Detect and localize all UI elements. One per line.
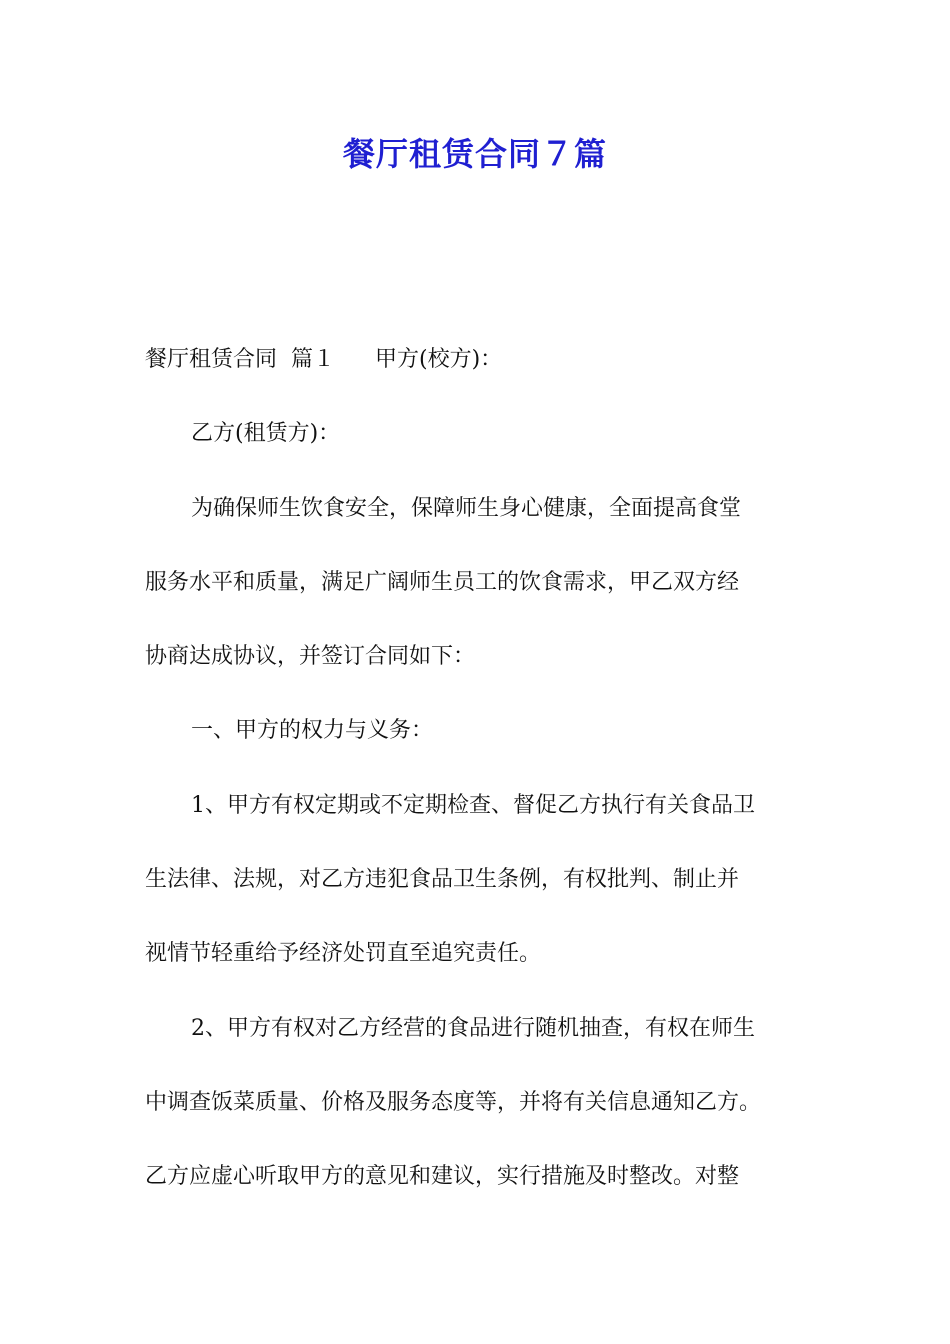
heading-line [145,335,825,409]
paragraph-line: 中调查饭菜质量、价格及服务态度等，并将有关信息通知乙方。 [145,1089,762,1115]
paragraph-line: 2、甲方有权对乙方经营的食品进行随机抽查，有权在师生 [191,1015,755,1041]
paragraph-line: 视情节轻重给予经济处罚直至追究责任。 [145,941,542,967]
document-body [145,335,825,1227]
party-a-label: 甲方(校方)： [375,347,503,372]
section-heading: 一、甲方的权力与义务： [191,718,434,744]
paragraph-line: 服务水平和质量，满足广阔师生员工的饮食需求，甲乙双方经 [145,569,740,595]
paragraph-line: 1、甲方有权定期或不定期检查、督促乙方执行有关食品卫 [191,792,755,818]
document-title: 餐厅租赁合同７篇 [342,135,607,173]
paragraph-line: 乙方应虚心听取甲方的意见和建议，实行措施及时整改。对整 [145,1164,740,1190]
paragraph-line: 生法律、法规，对乙方违犯食品卫生条例，有权批判、制止并 [145,867,740,893]
section-label: 餐厅租赁合同 篇１ [145,347,335,372]
paragraph-line: 协商达成协议，并签订合同如下： [145,644,476,670]
paragraph-line: 乙方(租赁方)： [191,421,341,447]
paragraph-line: 为确保师生饮食安全，保障师生身心健康，全面提高食堂 [191,495,742,521]
